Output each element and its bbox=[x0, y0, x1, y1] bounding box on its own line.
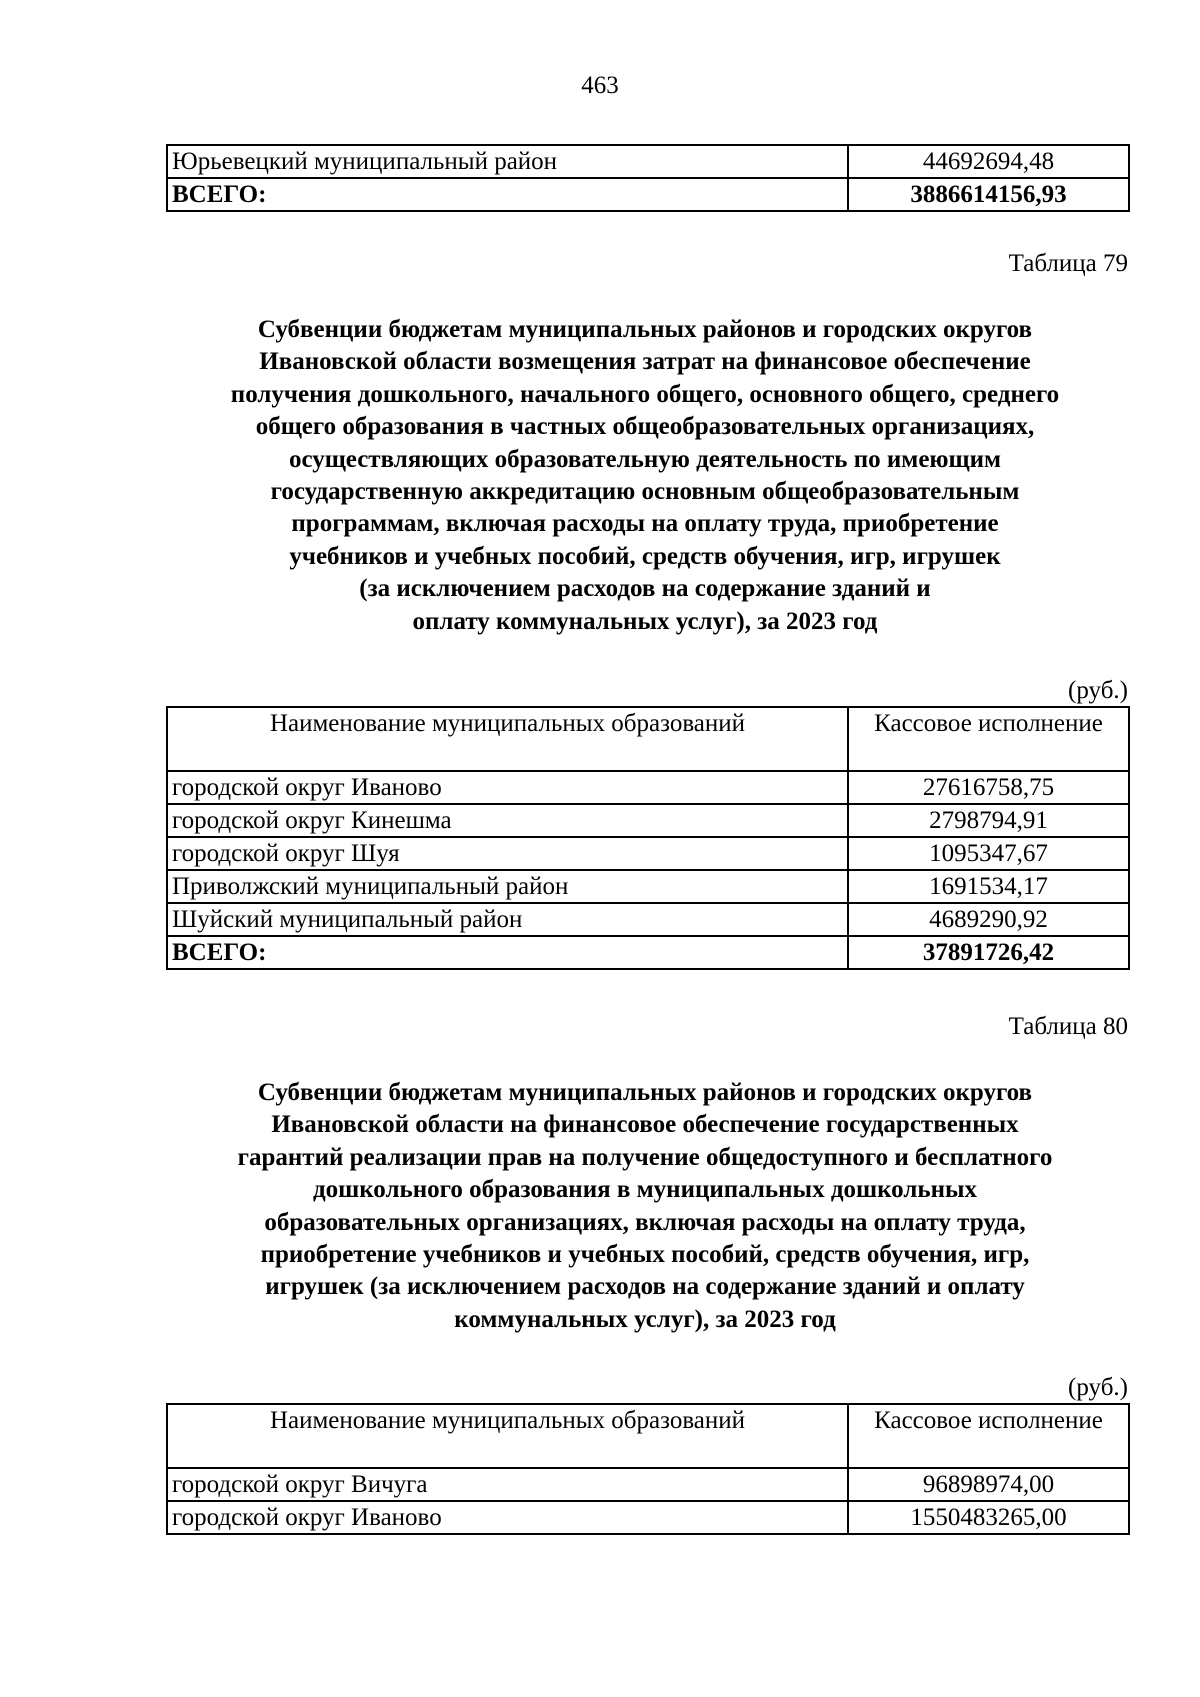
title-line: получения дошкольного, начального общего, основного общего, среднего bbox=[230, 380, 1060, 408]
row-value: 44692694,48 bbox=[848, 145, 1129, 178]
row-name: Шуйский муниципальный район bbox=[167, 903, 848, 936]
total-label: ВСЕГО: bbox=[167, 936, 848, 969]
table-row bbox=[167, 771, 1129, 804]
row-value: 1550483265,00 bbox=[848, 1501, 1129, 1534]
table-80-unit: (руб.) bbox=[1068, 1374, 1128, 1401]
title-line: программам, включая расходы на оплату труда, приобретение bbox=[291, 510, 999, 538]
table-80-label: Таблица 80 bbox=[1008, 1013, 1128, 1040]
total-row bbox=[167, 178, 1129, 211]
column-header-name: Наименование муниципальных образований bbox=[167, 707, 848, 771]
table-header-row bbox=[167, 1404, 1129, 1468]
table-header-row bbox=[167, 707, 1129, 771]
title-line: оплату коммунальных услуг), за 2023 год bbox=[412, 607, 878, 635]
title-line: игрушек (за исключением расходов на содержание зданий и оплату bbox=[265, 1273, 1025, 1301]
row-name: городской округ Шуя bbox=[167, 837, 848, 870]
table-row bbox=[167, 145, 1129, 178]
row-value: 2798794,91 bbox=[848, 804, 1129, 837]
table-79-label: Таблица 79 bbox=[1008, 250, 1128, 277]
row-value: 1095347,67 bbox=[848, 837, 1129, 870]
table-80 bbox=[166, 1403, 1130, 1535]
table-80-title bbox=[150, 1077, 1140, 1336]
title-line: Субвенции бюджетам муниципальных районов и городских округов bbox=[257, 316, 1033, 343]
table-79-title bbox=[150, 314, 1140, 638]
page-number: 463 bbox=[581, 72, 619, 99]
total-row bbox=[167, 936, 1129, 969]
title-line: (за исключением расходов на содержание зданий и bbox=[359, 575, 931, 603]
row-name: городской округ Иваново bbox=[167, 771, 848, 804]
row-name: Приволжский муниципальный район bbox=[167, 870, 848, 903]
row-name: городской округ Вичуга bbox=[167, 1468, 848, 1501]
total-value: 3886614156,93 bbox=[848, 178, 1129, 211]
row-name: Юрьевецкий муниципальный район bbox=[167, 145, 848, 178]
title-line: гарантий реализации прав на получение общедоступного и бесплатного bbox=[237, 1143, 1053, 1171]
title-line: общего образования в частных общеобразовательных организациях, bbox=[255, 413, 1035, 441]
title-line: государственную аккредитацию основным общеобразовательным bbox=[270, 478, 1020, 506]
column-header-value: Кассовое исполнение bbox=[848, 1404, 1129, 1468]
table-row bbox=[167, 804, 1129, 837]
row-name: городской округ Кинешма bbox=[167, 804, 848, 837]
row-value: 96898974,00 bbox=[848, 1468, 1129, 1501]
title-line: Ивановской области возмещения затрат на финансовое обеспечение bbox=[259, 348, 1031, 376]
title-line: коммунальных услуг), за 2023 год bbox=[454, 1305, 836, 1333]
row-value: 4689290,92 bbox=[848, 903, 1129, 936]
continued-table bbox=[166, 144, 1130, 212]
title-line: образовательных организациях, включая расходы на оплату труда, bbox=[264, 1208, 1026, 1236]
title-line: учебников и учебных пособий, средств обучения, игр, игрушек bbox=[289, 542, 1001, 570]
total-value: 37891726,42 bbox=[848, 936, 1129, 969]
row-value: 1691534,17 bbox=[848, 870, 1129, 903]
title-line: Субвенции бюджетам муниципальных районов и городских округов bbox=[257, 1079, 1033, 1106]
table-79 bbox=[166, 706, 1130, 970]
title-line: приобретение учебников и учебных пособий, средств обучения, игр, bbox=[260, 1241, 1030, 1269]
column-header-name: Наименование муниципальных образований bbox=[167, 1404, 848, 1468]
row-name: городской округ Иваново bbox=[167, 1501, 848, 1534]
table-row bbox=[167, 1468, 1129, 1501]
title-line: дошкольного образования в муниципальных дошкольных bbox=[312, 1176, 977, 1204]
column-header-value: Кассовое исполнение bbox=[848, 707, 1129, 771]
table-row bbox=[167, 903, 1129, 936]
table-79-unit: (руб.) bbox=[1068, 677, 1128, 704]
table-row bbox=[167, 837, 1129, 870]
row-value: 27616758,75 bbox=[848, 771, 1129, 804]
total-label: ВСЕГО: bbox=[167, 178, 848, 211]
table-row bbox=[167, 870, 1129, 903]
table-row bbox=[167, 1501, 1129, 1534]
title-line: осуществляющих образовательную деятельность по имеющим bbox=[288, 445, 1002, 473]
title-line: Ивановской области на финансовое обеспечение государственных bbox=[271, 1111, 1019, 1139]
